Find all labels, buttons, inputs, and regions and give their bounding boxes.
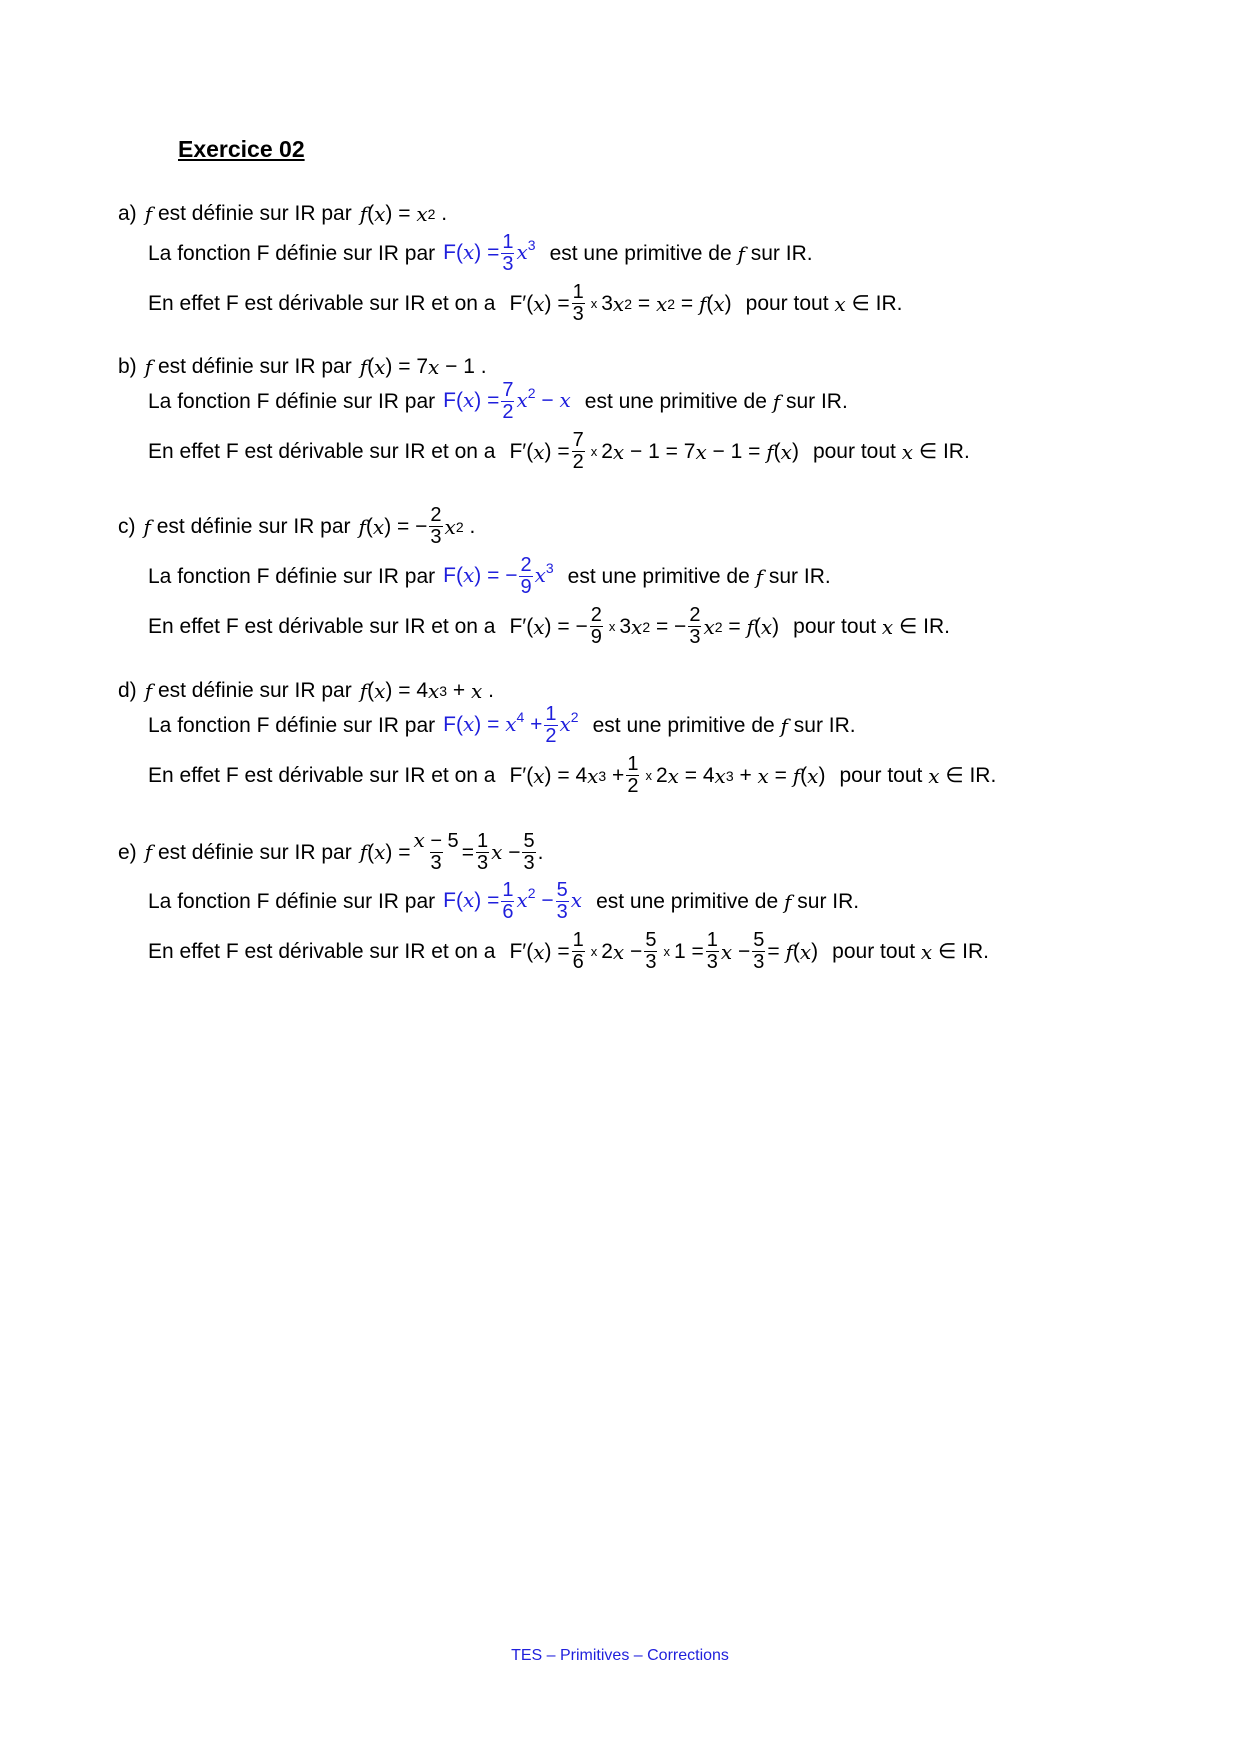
primitive-statement: est une primitive de (567, 565, 750, 588)
item-b-derivative: En effet F est dérivable sur IR et on a F′( x ) = $\frac{7}{2}$ x 2 x − 1 = 7 x − 1 = f ( x ) pour tout x ∈ IR. (148, 429, 970, 473)
domain-text: sur IR. (768, 565, 831, 588)
item-label: a) (118, 202, 137, 225)
exercise-title: Exercice 02 (178, 136, 305, 162)
item-a-derivative: En effet F est dérivable sur IR et on a F′( x ) = $\frac{1}{3}$ x 3 x 2 = x 2 = f ( x ) pour tout x ∈ IR. (148, 281, 903, 325)
item-label: d) (118, 679, 137, 702)
in-ir-text: ∈ IR. (938, 940, 989, 963)
item-b-primitive: La fonction F définie sur IR par F(x) = $\frac{7}{2}$ $x^2 - x$ est une primitive de f sur IR. (148, 379, 848, 423)
primitive-statement: est une primitive de (592, 714, 775, 737)
definition-text: est définie sur IR par (157, 679, 352, 702)
item-c-primitive: La fonction F définie sur IR par F(x) = − $\frac{2}{9}$ $x^3$ est une primitive de f sur IR. (148, 554, 831, 598)
primitive-text: La fonction F définie sur IR par (148, 390, 436, 413)
item-label: e) (118, 840, 137, 864)
item-c-definition: c) f est définie sur IR par f ( x ) = − $\frac{2}{3}$ x 2 . (118, 504, 476, 548)
item-a-primitive: La fonction F définie sur IR par F(x) = $\frac{1}{3}$ $x^3$ est une primitive de f sur IR. (148, 231, 813, 275)
page-footer: TES – Primitives – Corrections (511, 1647, 729, 1664)
for-all-text: pour tout (832, 940, 916, 963)
primitive-text: La fonction F définie sur IR par (148, 565, 436, 588)
for-all-text: pour tout (839, 764, 923, 787)
definition-text: est définie sur IR par (157, 840, 352, 864)
item-d-primitive: La fonction F définie sur IR par $F(x) = x^4$ + $\frac{1}{2}$ $x^2$ est une primitive de f sur IR. (148, 703, 856, 747)
domain-text: sur IR. (793, 714, 856, 737)
derivative-text: En effet F est dérivable sur IR et on a (148, 615, 496, 638)
primitive-statement: est une primitive de (584, 390, 767, 413)
item-label: b) (118, 355, 137, 378)
for-all-text: pour tout (745, 292, 829, 315)
domain-text: sur IR. (797, 890, 860, 913)
in-ir-text: ∈ IR. (899, 615, 950, 638)
item-b-definition: b) f est définie sur IR par f ( x ) = 7 x − 1 . (118, 354, 487, 379)
domain-text: sur IR. (750, 242, 813, 265)
in-ir-text: ∈ IR. (945, 764, 997, 787)
primitive-text: La fonction F définie sur IR par (148, 242, 436, 265)
item-e-derivative: En effet F est dérivable sur IR et on a F′( x ) = $\frac{1}{6}$ x 2 x − $\frac{5}{3}$ x 1 = $\frac{1}{3}$ x − $\frac{5}{3}$ = f ( x ) pour tout x ∈ IR. (148, 929, 989, 973)
derivative-text: En effet F est dérivable sur IR et on a (148, 940, 496, 963)
definition-text: est définie sur IR par (157, 355, 352, 378)
in-ir-text: ∈ IR. (851, 292, 903, 315)
primitive-statement: est une primitive de (549, 242, 732, 265)
for-all-text: pour tout (793, 615, 877, 638)
domain-text: sur IR. (785, 390, 848, 413)
definition-text: est définie sur IR par (157, 202, 352, 225)
item-label: c) (118, 515, 136, 538)
item-c-derivative: En effet F est dérivable sur IR et on a F′( x ) = − $\frac{2}{9}$ x 3 x 2 = − $\frac{2}{3}$ x 2 = f ( x ) pour tout x ∈ IR. (148, 604, 950, 648)
derivative-text: En effet F est dérivable sur IR et on a (148, 764, 496, 787)
in-ir-text: ∈ IR. (918, 440, 970, 463)
derivative-text: En effet F est dérivable sur IR et on a (148, 440, 496, 463)
definition-text: est définie sur IR par (156, 515, 351, 538)
primitive-text: La fonction F définie sur IR par (148, 714, 436, 737)
item-d-derivative: En effet F est dérivable sur IR et on a F′( x ) = 4 x 3 + $\frac{1}{2}$ x 2 x = 4 x 3 + x = f ( x ) pour tout x ∈ IR. (148, 753, 997, 797)
derivative-text: En effet F est dérivable sur IR et on a (148, 292, 496, 315)
primitive-statement: est une primitive de (596, 890, 779, 913)
item-d-definition: d) f est définie sur IR par f ( x ) = 4 x 3 + x . (118, 678, 494, 703)
primitive-text: La fonction F définie sur IR par (148, 890, 436, 913)
item-a-definition: a) f est définie sur IR par f ( x ) = x 2 . (118, 201, 448, 226)
item-e-definition: e) f est définie sur IR par f ( x ) = $\frac{x - 5}{3}$ = $\frac{1}{3}$ x − $\frac{5}{3}$ . (118, 828, 544, 874)
for-all-text: pour tout (812, 440, 896, 463)
item-e-primitive: La fonction F définie sur IR par F(x) = $\frac{1}{6}$ $x^2$ − $\frac{5}{3}$ x est une primitive de f sur IR. (148, 879, 860, 923)
